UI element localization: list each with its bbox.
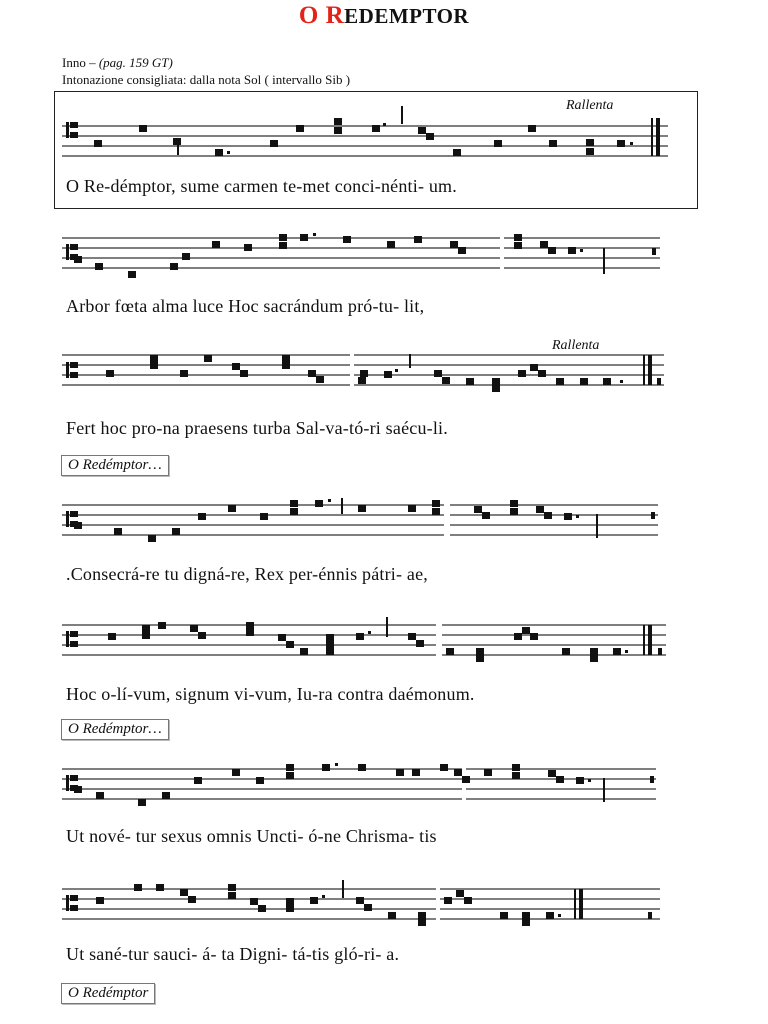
staff-7 (0, 884, 768, 934)
rallenta-mark-1: Rallenta (566, 98, 614, 113)
source-label: Inno – (62, 55, 96, 70)
hymn-title (0, 2, 768, 30)
title-first-letter: O (298, 2, 319, 29)
lyric-line-7: Ut sané-tur sauci- á- ta Digni- tá-tis gló-ri- a. (66, 944, 400, 964)
lyric-line-4: .Consecrá-re tu digná-re, Rex per-énnis pátri- ae, (66, 564, 428, 584)
hymn-source (62, 55, 173, 71)
lyric-line-5: Hoc o-lí-vum, signum vi-vum, Iu-ra contra daémonum. (66, 684, 475, 704)
refrain-cue-3: O Redémptor (61, 983, 155, 1004)
intonation-note: Intonazione consigliata: dalla nota Sol ( intervallo Sib ) (62, 72, 351, 87)
rallenta-mark-2: Rallenta (552, 338, 600, 353)
title-rest: EDEMPTOR (344, 4, 470, 28)
lyric-line-3: Fert hoc pro-na praesens turba Sal-va-tó-ri saécu-li. (66, 418, 448, 438)
staff-2 (0, 234, 768, 284)
lyric-line-1: O Re-démptor, sume carmen te-met conci-nénti- um. (66, 176, 457, 196)
staff-6 (0, 764, 768, 814)
lyric-line-2: Arbor fœta alma luce Hoc sacrándum pró-tu- lit, (66, 296, 425, 316)
staff-1 (0, 100, 768, 160)
lyric-line-6: Ut nové- tur sexus omnis Uncti- ó-ne Chrisma- tis (66, 826, 437, 846)
title-initial: R (325, 2, 345, 29)
source-page-ref: (pag. 159 GT) (98, 55, 173, 70)
staff-4 (0, 500, 768, 550)
refrain-cue-1: O Redémptor… (61, 455, 169, 476)
staff-5 (0, 620, 768, 670)
refrain-cue-2: O Redémptor… (61, 719, 169, 740)
staff-3 (0, 350, 768, 400)
